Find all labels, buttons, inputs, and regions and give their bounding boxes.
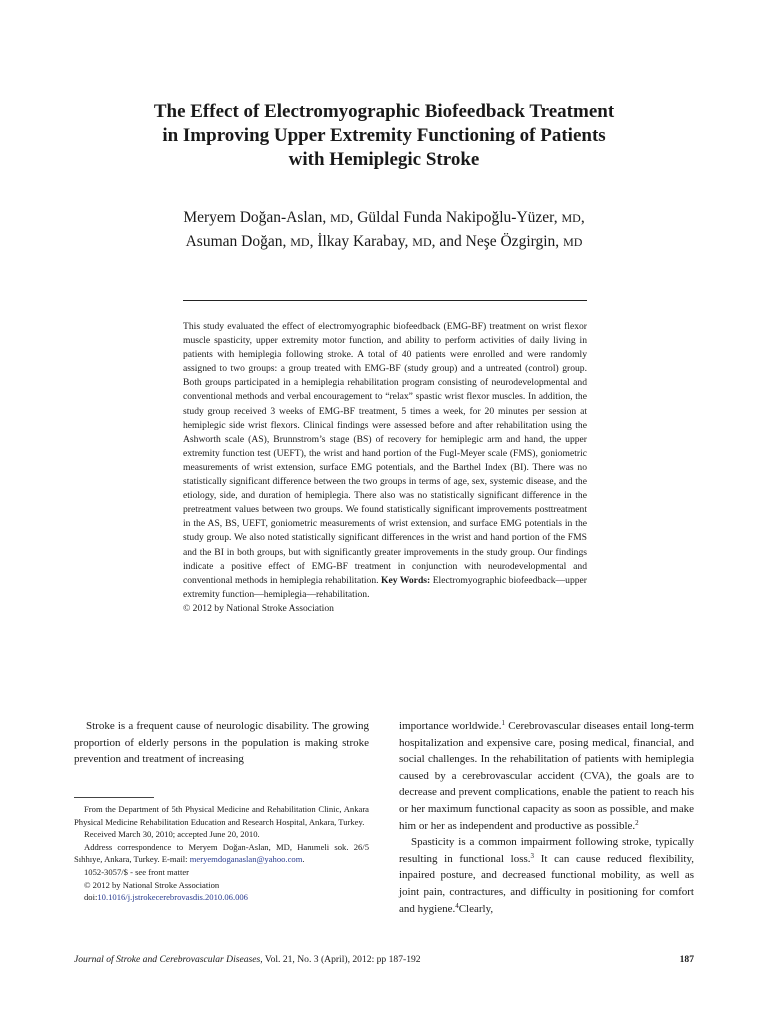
author-list	[90, 206, 678, 254]
title-line-1: The Effect of Electromyographic Biofeedback Treatment	[153, 101, 615, 122]
author-separator: ,	[349, 209, 354, 226]
email-period: .	[302, 854, 305, 865]
author-degree: MD	[561, 211, 581, 225]
email-link[interactable]: meryemdoganaslan@yahoo.com	[189, 854, 303, 865]
right-column	[399, 718, 694, 917]
author-separator: ,	[431, 233, 436, 250]
title-line-2: in Improving Upper Extremity Functioning of Patients	[162, 125, 606, 146]
author-separator: ,	[580, 209, 585, 226]
citation-ref[interactable]: 1	[501, 719, 506, 727]
author-name: and Neşe Özgirgin,	[439, 233, 560, 250]
citation-ref[interactable]: 3	[530, 851, 535, 860]
body-text: Clearly,	[458, 902, 494, 915]
abstract	[183, 320, 587, 616]
footnote-affiliation: From the Department of 5th Physical Medicine and Rehabilitation Clinic, Ankara Physical Medicine Rehabilitation Education and Research Hospital, Ankara, Turkey.	[74, 804, 369, 827]
author-degree: MD	[412, 235, 432, 249]
article-title	[90, 100, 678, 172]
keywords-label: Key Words:	[381, 574, 431, 586]
correspondence-text: Address correspondence to Meryem Doğan-Aslan, MD, Hanımeli sok. 26/5 Sıhhıye, Ankara, Turkey. E-mail:	[74, 841, 369, 865]
abstract-divider	[183, 300, 587, 301]
author-line-1	[90, 206, 678, 230]
body-text: importance worldwide.	[399, 720, 502, 732]
author-degree: MD	[290, 235, 310, 249]
body-paragraph	[399, 718, 694, 834]
body-text: Cerebrovascular diseases entail long-term hospitalization and expensive care, posing medical, financial, and social challenges. In the rehabilitation of patients with hemiplegia caused by a cerebrovascular accident (CVA), the goals are to decrease and prevent complications, enable the patient to reach his or her maximum functional capacity as soon as possible, and make him or her as independent and productive as possible.	[399, 720, 694, 832]
body-text: It can cause reduced flexibility, inpaired posture, and decreased functional mobility, as well as joint pain, contractures, and difficulty in positioning for comfort and hygiene.	[399, 852, 695, 915]
footnote-copyright: © 2012 by National Stroke Association	[84, 879, 220, 890]
intro-paragraph: Stroke is a frequent cause of neurologic disability. The growing proportion of elderly persons in the population is making stroke prevention and treatment of increasing	[74, 720, 369, 766]
author-degree: MD	[330, 211, 350, 225]
doi-label: doi:	[84, 892, 98, 903]
author-separator: ,	[309, 233, 314, 250]
footnote-issn: 1052-3057/$ - see front matter	[84, 866, 190, 877]
page-footer	[74, 953, 694, 967]
author-name: Meryem Doğan-Aslan,	[183, 209, 327, 226]
author-name: Asuman Doğan,	[185, 233, 287, 250]
body-paragraph	[399, 834, 694, 917]
abstract-copyright: © 2012 by National Stroke Association	[183, 602, 334, 614]
keywords: Electromyographic biofeedback—upper extremity function—hemiplegia—rehabilitation.	[183, 574, 587, 600]
left-column	[74, 718, 369, 768]
title-line-3: with Hemiplegic Stroke	[288, 149, 480, 170]
footnote-divider	[74, 797, 154, 798]
doi-link[interactable]: 10.1016/j.jstrokecerebrovasdis.2010.06.006	[97, 892, 248, 903]
abstract-text: This study evaluated the effect of electromyographic biofeedback (EMG-BF) treatment on wrist flexor muscle spasticity, upper extremity motor function, and ability to perform activities of daily living in patients with hemiplegia following stroke. A total of 40 patients were enrolled and were randomly assigned to two groups: a group treated with EMG-BF (study group) and a untreated (control) group. Both groups participated in a hemiplegia rehabilitation program consisting of neurodevelopmental and conventional methods and verbal encouragement to “relax” spastic wrist flexor muscles. In addition, the study group received 3 weeks of EMG-BF treatment, 5 times a week, for 20 minutes per session at hemiplegic side wrist flexors. Clinical findings were assessed before and after rehabilitation using the Ashworth scale (AS), Brunnstrom’s stage (BS) of recovery for hemiplegic arm and hand, the upper extremity function test (UEFT), the wrist and hand portion of the Fugl-Meyer scale (FMS), goniometric measurements of wrist extension, surface EMG potentials, and the Barthel Index (BI). There was no statistically significant difference between the two groups in terms of age, sex, systemic disease, and the etiology, side, and duration of hemiplegia. There also was no statistically significant difference in the pretreatment values between two groups. We found statistically significant improvements posttreatment in the AS, BS, UEFT, goniometric measurements of wrist extension, and surface EMG potentials in the study group. We also noted statistically significant differences in the wrist and hand portion of the FMS and the BI in both groups, but with significantly greater improvements in the study group. Our findings indicate a positive effect of EMG-BF treatment in conjunction with neurodevelopmental and conventional methods in hemiplegia rehabilitation.	[183, 321, 587, 586]
footnote-received: Received March 30, 2010; accepted June 20, 2010.	[84, 829, 260, 840]
journal-citation: , Vol. 21, No. 3 (April), 2012: pp 187-192	[260, 954, 421, 965]
body-text: Spasticity is a common impairment following stroke, typically resulting in functional loss.	[399, 836, 694, 865]
citation-ref[interactable]: 4	[455, 901, 459, 910]
author-name: Güldal Funda Nakipoğlu-Yüzer,	[357, 209, 558, 226]
footnotes	[74, 803, 369, 904]
abstract-body	[183, 320, 587, 602]
author-name: İlkay Karabay,	[317, 233, 409, 250]
page-number: 187	[679, 954, 694, 965]
citation-ref[interactable]: 2	[635, 818, 639, 827]
footnote-correspondence	[74, 841, 369, 866]
author-degree: MD	[563, 235, 583, 249]
footnote-doi	[74, 891, 369, 904]
journal-name: Journal of Stroke and Cerebrovascular Diseases	[74, 954, 261, 965]
author-line-2	[90, 230, 678, 254]
